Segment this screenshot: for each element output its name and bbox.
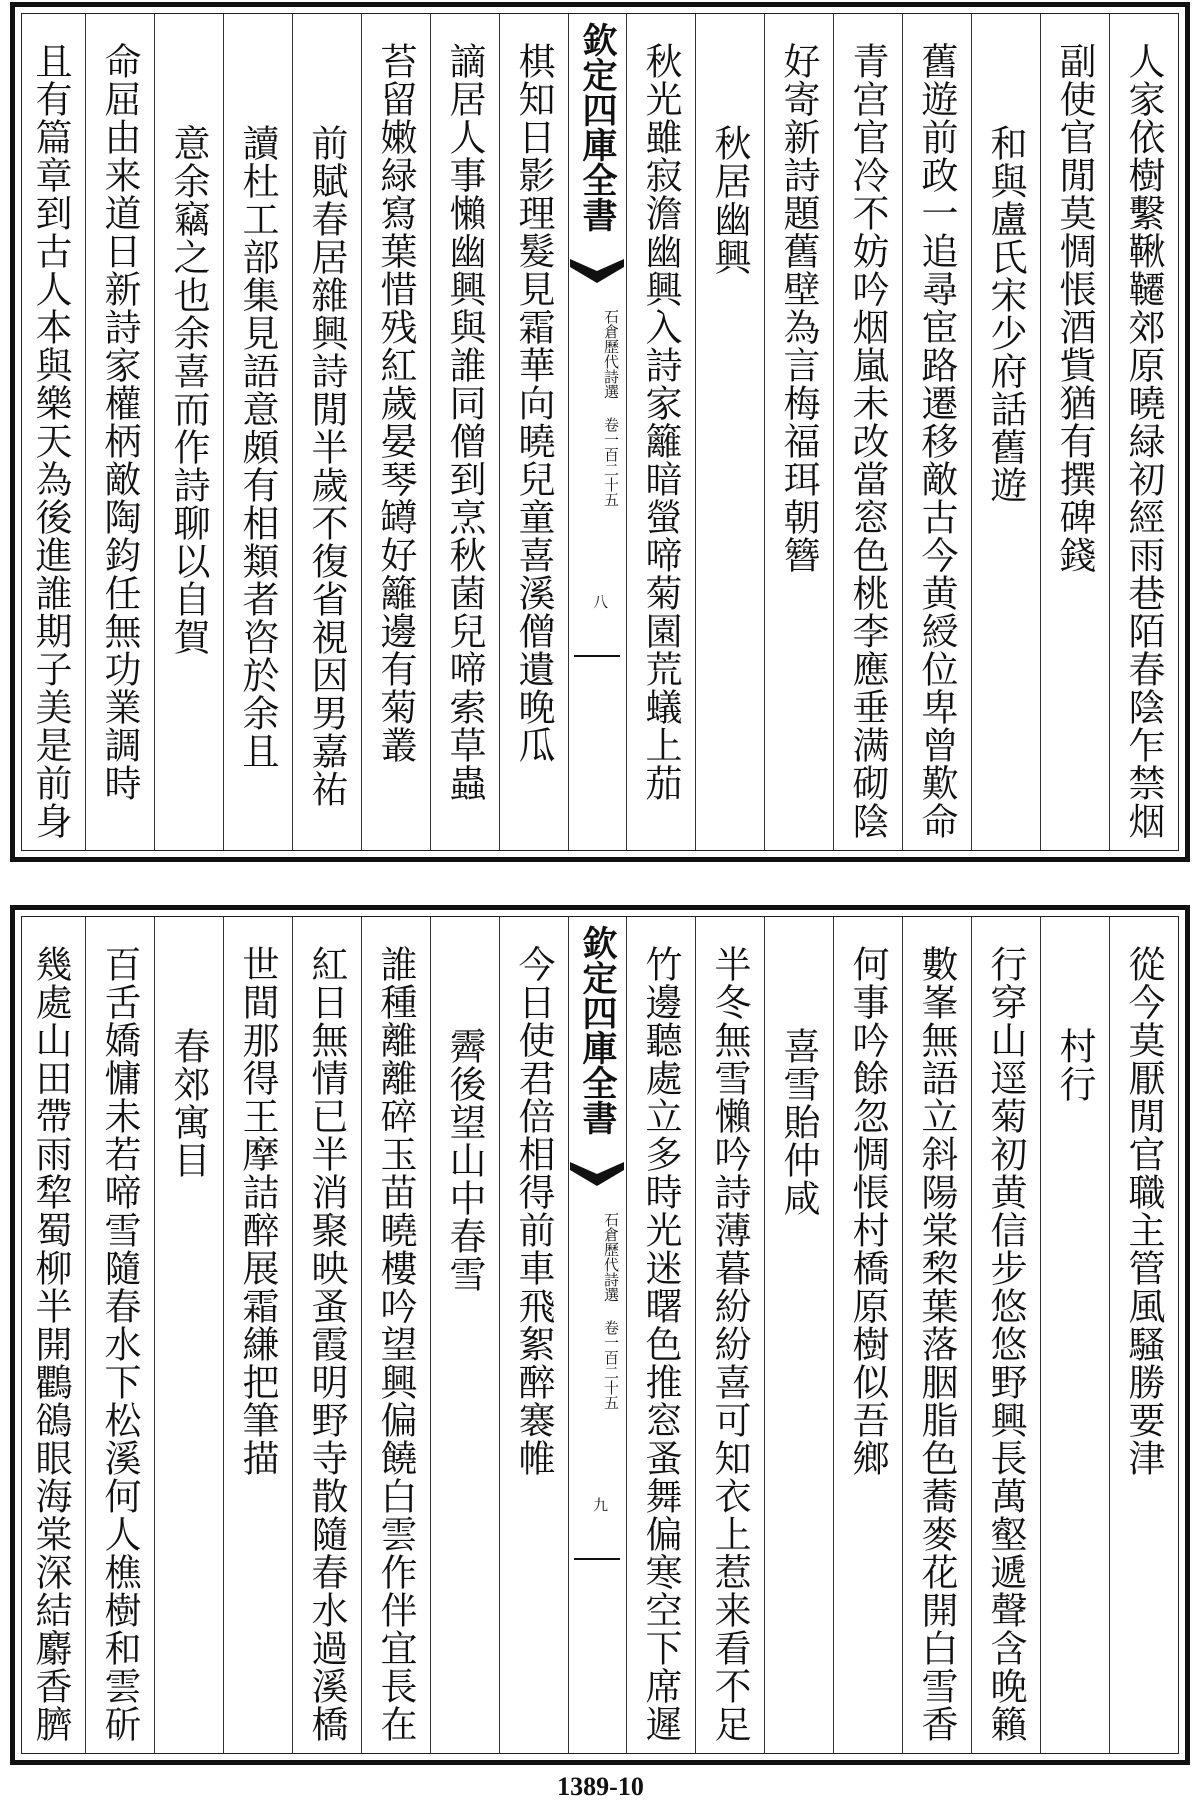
poem-title-column: 村行 <box>1040 917 1109 1753</box>
text-column: 竹邊聽處立多時光迷曙色推窓蚤舞偏寒空下席遲 <box>626 917 695 1753</box>
top-columns <box>22 14 1178 850</box>
text-column: 謫居人事懶幽興與誰同僧到烹秋菌兒啼索草蟲 <box>430 14 499 850</box>
page-number: 九 <box>591 1497 609 1512</box>
top-page <box>10 2 1190 862</box>
text-column: 從今莫厭閒官職主管風騷勝要津 <box>1109 917 1178 1753</box>
book-title: 欽定四庫全書 <box>577 22 618 232</box>
preface-column: 讀杜工部集見語意頗有相類者咨於余且 <box>223 14 292 850</box>
poem-title-column: 和與盧氏宋少府話舊遊 <box>971 14 1040 850</box>
text-column: 半冬無雪懶吟詩薄暮紛紛喜可知衣上惹来看不足 <box>695 917 764 1753</box>
text-column: 苔留嫩緑寫葉惜残紅歲晏琴罇好籬邊有菊叢 <box>361 14 430 850</box>
text-column: 且有篇章到古人本與樂天為後進誰期子美是前身 <box>29 42 72 840</box>
preface-column: 前賦春居雜興詩閒半歲不復省視因男嘉祐 <box>292 14 361 850</box>
text-column: 誰種離離碎玉苗曉樓吟望興偏饒白雲作伴宜長在 <box>361 917 430 1753</box>
volume-label: 石倉歷代詩選 卷一百二十五 <box>602 309 620 507</box>
poem-title-column: 秋居幽興 <box>695 14 764 850</box>
bottom-page-frame <box>21 916 1179 1754</box>
text-column: 幾處山田帶雨犂蜀柳半開鸜鵒眼海棠深結麝香臍 <box>29 945 72 1743</box>
center-gutter <box>568 917 626 1753</box>
text-column: 秋光雖寂澹幽興入詩家籬暗螢啼菊園荒蟻上茄 <box>626 14 695 850</box>
text-column: 數峯無語立斜陽棠棃葉落胭脂色蕎麥花開白雪香 <box>902 917 971 1753</box>
poem-title-column: 霽後望山中春雪 <box>430 917 499 1753</box>
text-column: 行穿山逕菊初黄信步悠悠野興長萬壑遞聲含晚籟 <box>971 917 1040 1753</box>
bottom-page <box>10 905 1190 1765</box>
poem-title-column: 喜雪貽仲咸 <box>764 917 833 1753</box>
text-column: 人家依樹繫鞦韆郊原曉緑初經雨巷陌春陰乍禁烟 <box>1109 14 1178 850</box>
text-column: 青宫官冷不妨吟烟嵐未改當窓色桃李應垂满砌陰 <box>833 14 902 850</box>
book-title: 欽定四庫全書 <box>577 925 618 1135</box>
text-column: 今日使君倍相得前車飛絮醉褰帷 <box>499 917 568 1753</box>
poem-title-column: 春郊寓目 <box>154 917 223 1753</box>
fish-tail-mark-icon <box>570 1162 624 1192</box>
text-column: 好寄新詩題舊壁為言梅福珥朝簪 <box>764 14 833 850</box>
fish-tail-bottom-icon <box>570 654 624 684</box>
text-column: 何事吟餘忽惆悵村橋原樹似吾鄉 <box>833 917 902 1753</box>
text-column: 副使官閒莫惆悵酒貲猶有撰碑錢 <box>1040 14 1109 850</box>
fish-tail-bottom-icon <box>570 1557 624 1587</box>
fish-tail-mark-icon <box>570 259 624 289</box>
page-number: 八 <box>591 594 609 609</box>
text-column: 舊遊前政一追尋宦路遷移敵古今黄綬位卑曾歎命 <box>902 14 971 850</box>
text-column: 百舌嬌慵未若啼雪隨春水下松溪何人樵樹和雲斫 <box>85 917 154 1753</box>
text-column: 棋知日影理髮見霜華向曉兒童喜溪僧遺晚瓜 <box>499 14 568 850</box>
text-column: 命屈由来道日新詩家權柄敵陶鈞任無功業調時 <box>85 14 154 850</box>
top-page-frame <box>21 13 1179 851</box>
preface-column: 意余竊之也余喜而作詩聊以自賀 <box>154 14 223 850</box>
text-column: 世間那得王摩詰醉展霜縑把筆描 <box>223 917 292 1753</box>
center-gutter <box>568 14 626 850</box>
page-footer-number: 1389-10 <box>557 1772 644 1801</box>
volume-label: 石倉歷代詩選 卷一百二十五 <box>602 1212 620 1410</box>
bottom-columns <box>22 917 1178 1753</box>
text-column: 紅日無情已半消聚映蚤霞明野寺散隨春水過溪橋 <box>292 917 361 1753</box>
